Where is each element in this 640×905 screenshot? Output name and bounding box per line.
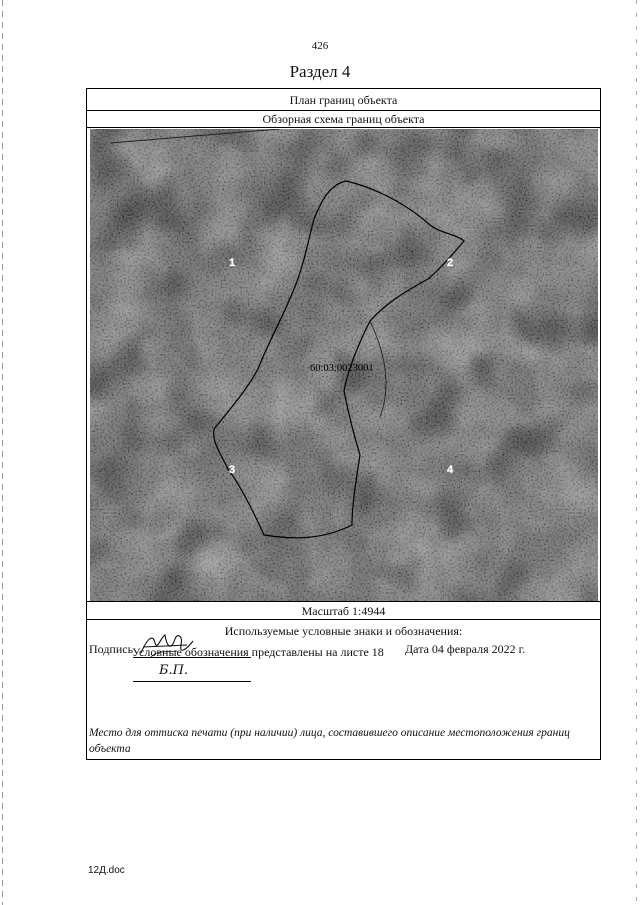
satellite-map	[90, 129, 598, 601]
legend-title: Используемые условные знаки и обозначения:	[224, 624, 463, 638]
page-edge-right	[636, 0, 637, 905]
section-title: Раздел 4	[289, 62, 351, 81]
page-edge-left	[2, 0, 3, 905]
plan-frame	[86, 88, 601, 760]
overview-title: Обзорная схема границ объекта	[87, 111, 600, 128]
file-name-footer: 12Д.doc	[88, 865, 125, 876]
signer-initials: Б.П.	[159, 663, 189, 678]
map-point-4: 4	[447, 464, 454, 476]
parcel-cadastral-number: 60:03:0023001	[310, 363, 374, 374]
map-point-3: 3	[229, 464, 236, 476]
plan-title: План границ объекта	[87, 89, 600, 111]
map-scale: Масштаб 1:4944	[87, 601, 600, 620]
signature-label: Подпись	[89, 642, 134, 656]
initials-line	[133, 681, 251, 682]
signature-line	[133, 657, 251, 658]
document-date: Дата 04 февраля 2022 г.	[405, 642, 526, 656]
handwritten-signature	[137, 629, 197, 666]
page-number: 426	[311, 40, 329, 52]
legend-note: Условные обозначения представлены на листе 18	[132, 645, 384, 659]
overview-map	[90, 129, 598, 601]
map-point-2: 2	[447, 257, 454, 269]
map-point-1: 1	[229, 257, 236, 269]
stamp-placeholder-note: Место для оттиска печати (при наличии) лица, составившего описание местоположения границ объекта	[89, 727, 570, 755]
